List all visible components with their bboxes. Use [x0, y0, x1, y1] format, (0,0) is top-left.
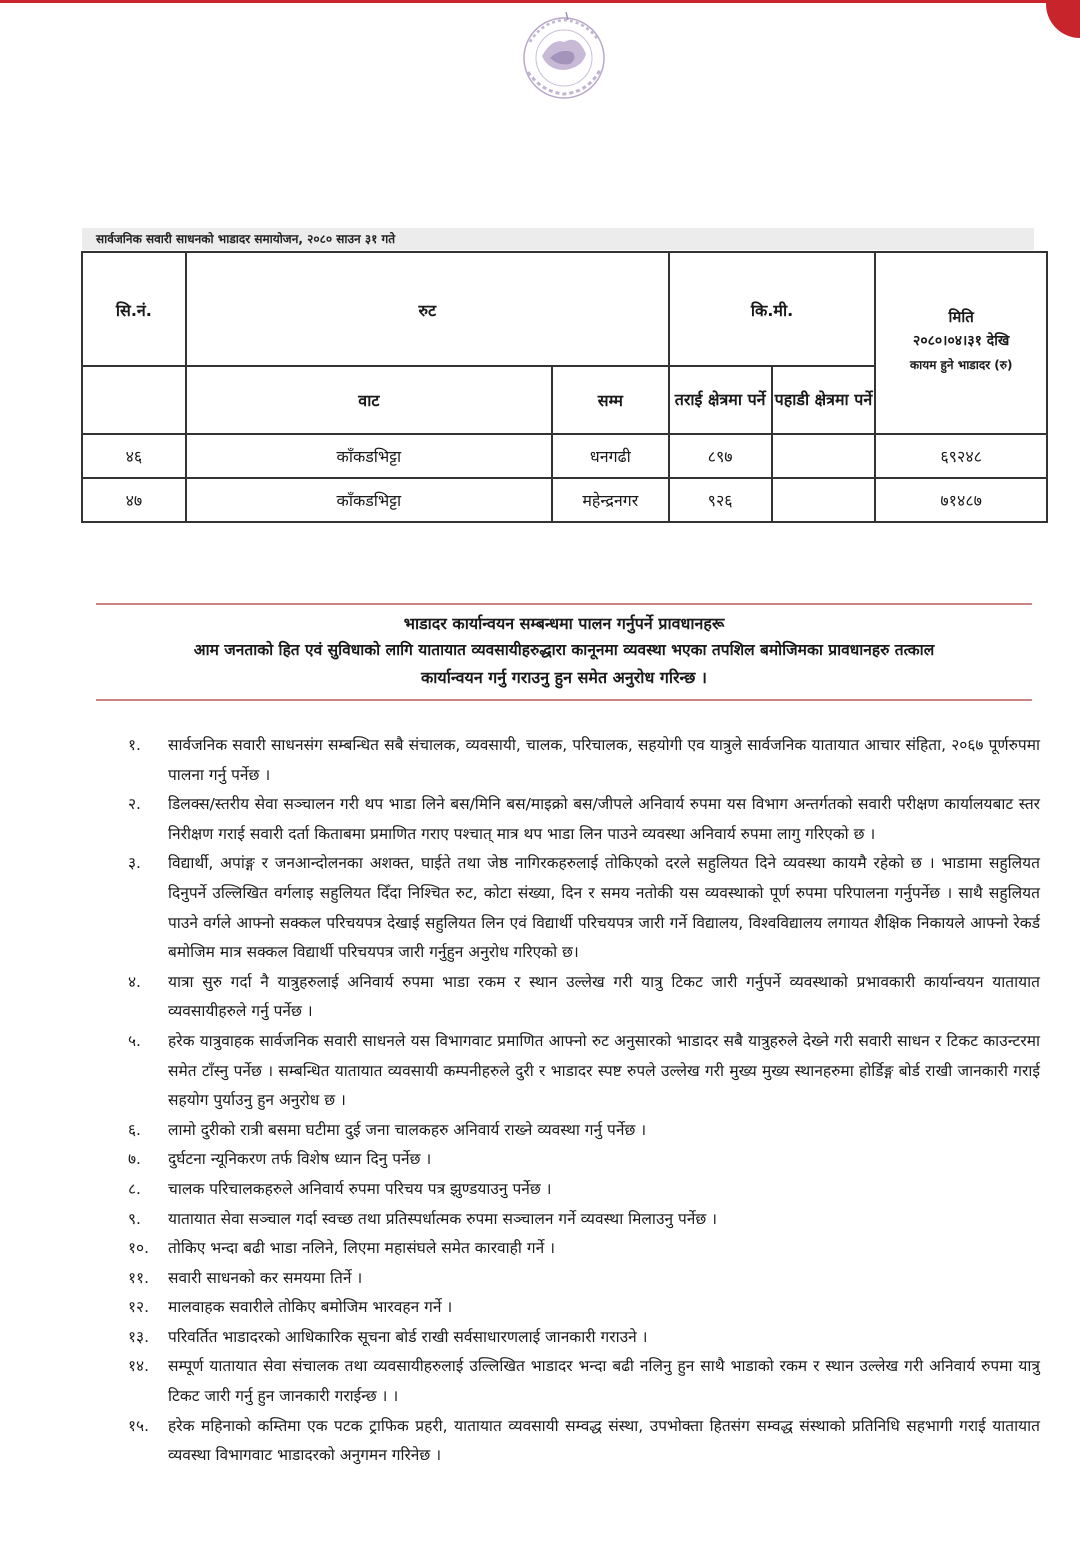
- header-date-value: २०८०।०४।३१ देखि: [913, 333, 1010, 349]
- table-caption: सार्वजनिक सवारी साधनको भाडादर समायोजन, २०८० साउन ३१ गते: [82, 228, 1034, 250]
- header-to: सम्म: [552, 366, 669, 434]
- table-row: [82, 478, 1047, 522]
- item-number: ६.: [128, 1120, 141, 1139]
- item-number: १३.: [128, 1327, 150, 1346]
- cell-sn: ४७: [82, 478, 186, 522]
- item-text: विद्यार्थी, अपांङ्ग र जनआन्दोलनका अशक्त, घाईते तथा जेष्ठ नागिरकहरुलाई तोकिएको दरले सहुलियत दिने व्यवस्था कायमै रहेको छ । भाडामा सहुलियत दिनुपर्ने उल्लिखित वर्गलाइ सहुलियत दिँदा निश्चित रुट, कोटा संख्या, दिन र समय नतोकी यस व्यवस्थाको पूर्ण रुपमा परिपालना गर्नुपर्नेछ । साथै सहुलियत पाउने वर्गले आफ्नो सक्कल परिचयपत्र देखाई सहुलियत लिन एवं विद्यार्थी परिचयपत्र जारी गर्ने विद्यालय, विश्वविद्यालय लगायत शैक्षिक निकायले आफ्नो रेकर्ड बमोजिम मात्र सक्कल विद्यार्थी परिचयपत्र जारी गर्नुहुन अनुरोध गरिएको छ।: [168, 854, 1040, 962]
- header-sn: सि.नं.: [82, 252, 186, 366]
- item-text: परिवर्तित भाडादरको आधिकारिक सूचना बोर्ड राखी सर्वसाधारणलाई जानकारी गराउने ।: [168, 1327, 648, 1346]
- header-fare-label: कायम हुने भाडादर (रु): [909, 358, 1013, 372]
- notice-line-2: आम जनताको हित एवं सुविधाको लागि यातायात व्यवसायीहरुद्धारा कानूनमा व्यवस्था भएका तपशिल बमोजिमका प्रावधानहरु तत्काल: [193, 641, 935, 659]
- item-text: तोकिए भन्दा बढी भाडा नलिने, लिएमा महासंघले समेत कारवाही गर्ने ।: [168, 1239, 555, 1258]
- header-from: वाट: [186, 366, 552, 434]
- item-number: ५.: [128, 1031, 141, 1050]
- item-text: हरेक यात्रुवाहक सार्वजनिक सवारी साधनले यस विभागवाट प्रमाणित आफ्नो रुट अनुसारको भाडादर सबै यात्रुहरुले देख्ने गरी सवारी साधन र टिकट काउन्टरमा समेत टाँस्नु पर्नेछ । सम्बन्धित यातायात व्यवसायी कम्पनीहरुले दुरी र भाडादर स्पष्ट रुपले उल्लेख गरी मुख्य मुख्य स्थानहरुमा होर्डिङ्ग बोर्ड राखी जानकारी गराई सहयोग पुर्याउनु हुन अनुरोध छ ।: [168, 1031, 1040, 1110]
- cell-hill: [772, 434, 876, 478]
- list-item: [128, 1352, 1040, 1411]
- notice-bottom-rule: [96, 699, 1032, 701]
- cell-from: काँकडभिट्टा: [186, 434, 552, 478]
- list-item: [128, 849, 1040, 967]
- item-text: मालवाहक सवारीले तोकिए बमोजिम भारवहन गर्ने ।: [168, 1298, 453, 1317]
- cell-terai: ९२६: [669, 478, 772, 522]
- header-date-label: मिति: [948, 308, 974, 326]
- item-number: ९.: [128, 1209, 141, 1228]
- list-item: [128, 1412, 1040, 1471]
- list-item: [128, 790, 1040, 849]
- item-text: सवारी साधनको कर समयमा तिर्ने ।: [168, 1268, 363, 1287]
- list-item: [128, 1027, 1040, 1116]
- cell-hill: [772, 478, 876, 522]
- table-row: [82, 434, 1047, 478]
- item-text: यातायात सेवा सञ्चाल गर्दा स्वच्छ तथा प्रतिस्पर्धात्मक रुपमा सञ्चालन गर्ने व्यवस्था मिलाउनु पर्नेछ ।: [168, 1209, 718, 1228]
- header-fare-date: [875, 252, 1047, 434]
- list-item: [128, 1293, 1040, 1323]
- list-item: [128, 1175, 1040, 1205]
- item-text: सम्पूर्ण यातायात सेवा संचालक तथा व्यवसायीहरुलाई उल्लिखित भाडादर भन्दा बढी नलिनु हुन साथै भाडाको रकम र स्थान उल्लेख गरी अनिवार्य रुपमा यात्रु टिकट जारी गर्नु हुन जानकारी गराईन्छ । ।: [168, 1357, 1040, 1406]
- list-item: [128, 1145, 1040, 1175]
- list-item: [128, 1116, 1040, 1146]
- header-km: कि.मी.: [669, 252, 876, 366]
- item-number: १.: [128, 736, 141, 754]
- provisions-list: [128, 731, 1040, 1471]
- item-number: १२.: [128, 1298, 150, 1317]
- item-text: डिलक्स/स्तरीय सेवा सञ्चालन गरी थप भाडा लिने बस/मिनि बस/माइक्रो बस/जीपले अनिवार्य रुपमा यस विभाग अन्तर्गतको सवारी परीक्षण कार्यालयबाट स्तर निरीक्षण गराई सवारी दर्ता किताबमा प्रमाणित गराए पश्चात् मात्र थप भाडा लिन पाउने व्यवस्था अनिवार्य रुपमा लागु गरिएको छ ।: [168, 795, 1040, 843]
- item-number: २.: [128, 795, 141, 814]
- notice-line-3: कार्यान्वयन गर्नु गराउनु हुन समेत अनुरोध गरिन्छ ।: [421, 668, 707, 687]
- item-text: चालक परिचालकहरुले अनिवार्य रुपमा परिचय पत्र झुण्डयाउनु पर्नेछ ।: [168, 1179, 552, 1198]
- cell-fare: ६९२४८: [875, 434, 1047, 478]
- list-item: [128, 968, 1040, 1027]
- fare-table: [81, 251, 1048, 523]
- header-hill: पहाडी क्षेत्रमा पर्ने: [772, 366, 876, 434]
- notice-top-rule: [96, 603, 1032, 605]
- item-text: यात्रा सुरु गर्दा नै यात्रुहरुलाई अनिवार्य रुपमा भाडा रकम र स्थान उल्लेख गरी यात्रु टिकट जारी गर्नुपर्ने व्यवस्थाको प्रभावकारी कार्यान्वयन यातायात व्यवसायीहरुले गर्नु पर्नेछ ।: [168, 972, 1040, 1021]
- list-item: [128, 731, 1040, 790]
- header-sn-blank: [82, 366, 186, 434]
- item-text: लामो दुरीको रात्री बसमा घटीमा दुई जना चालकहरु अनिवार्य राख्ने व्यवस्था गर्नु पर्नेछ ।: [168, 1120, 647, 1139]
- item-number: ३.: [128, 854, 141, 873]
- notice-title: भाडादर कार्यान्वयन सम्बन्धमा पालन गर्नुपर्ने प्रावधानहरू: [403, 614, 725, 633]
- item-text: सार्वजनिक सवारी साधनसंग सम्बन्धित सबै संचालक, व्यवसायी, चालक, परिचालक, सहयोगी एव यात्रुले सार्वजनिक यातायात आचार संहिता, २०६७ पूर्णरुपमा पालना गर्नु पर्नेछ ।: [168, 736, 1040, 784]
- cell-sn: ४६: [82, 434, 186, 478]
- item-number: ७.: [128, 1150, 141, 1169]
- cell-from: काँकडभिट्टा: [186, 478, 552, 522]
- cell-to: धनगढी: [552, 434, 669, 478]
- header-terai: तराई क्षेत्रमा पर्ने: [669, 366, 772, 434]
- list-item: [128, 1205, 1040, 1235]
- list-item: [128, 1264, 1040, 1294]
- item-number: ११.: [128, 1268, 150, 1287]
- table-header-row-1: [82, 252, 1047, 366]
- list-item: [128, 1234, 1040, 1264]
- cell-fare: ७१४८७: [875, 478, 1047, 522]
- item-number: १४.: [128, 1357, 150, 1376]
- item-text: दुर्घटना न्यूनिकरण तर्फ विशेष ध्यान दिनु पर्नेछ ।: [168, 1150, 432, 1169]
- office-seal-stamp: [512, 12, 616, 104]
- cell-to: महेन्द्रनगर: [552, 478, 669, 522]
- item-number: ८.: [128, 1179, 141, 1198]
- cell-terai: ८९७: [669, 434, 772, 478]
- top-red-rule: [0, 0, 1068, 3]
- item-text: हरेक महिनाको कम्तिमा एक पटक ट्राफिक प्रहरी, यातायात व्यवसायी सम्वद्ध संस्था, उपभोक्ता हितसंग सम्वद्ध संस्थाको प्रतिनिधि सहभागी गराई यातायात व्यवस्था विभागवाट भाडादरको अनुगमन गरिनेछ ।: [168, 1416, 1040, 1465]
- list-item: [128, 1323, 1040, 1353]
- corner-red-tab: [1046, 0, 1080, 38]
- item-number: ४.: [128, 972, 141, 991]
- item-number: १०.: [128, 1239, 150, 1258]
- header-route: रुट: [186, 252, 669, 366]
- item-number: १५.: [128, 1416, 150, 1435]
